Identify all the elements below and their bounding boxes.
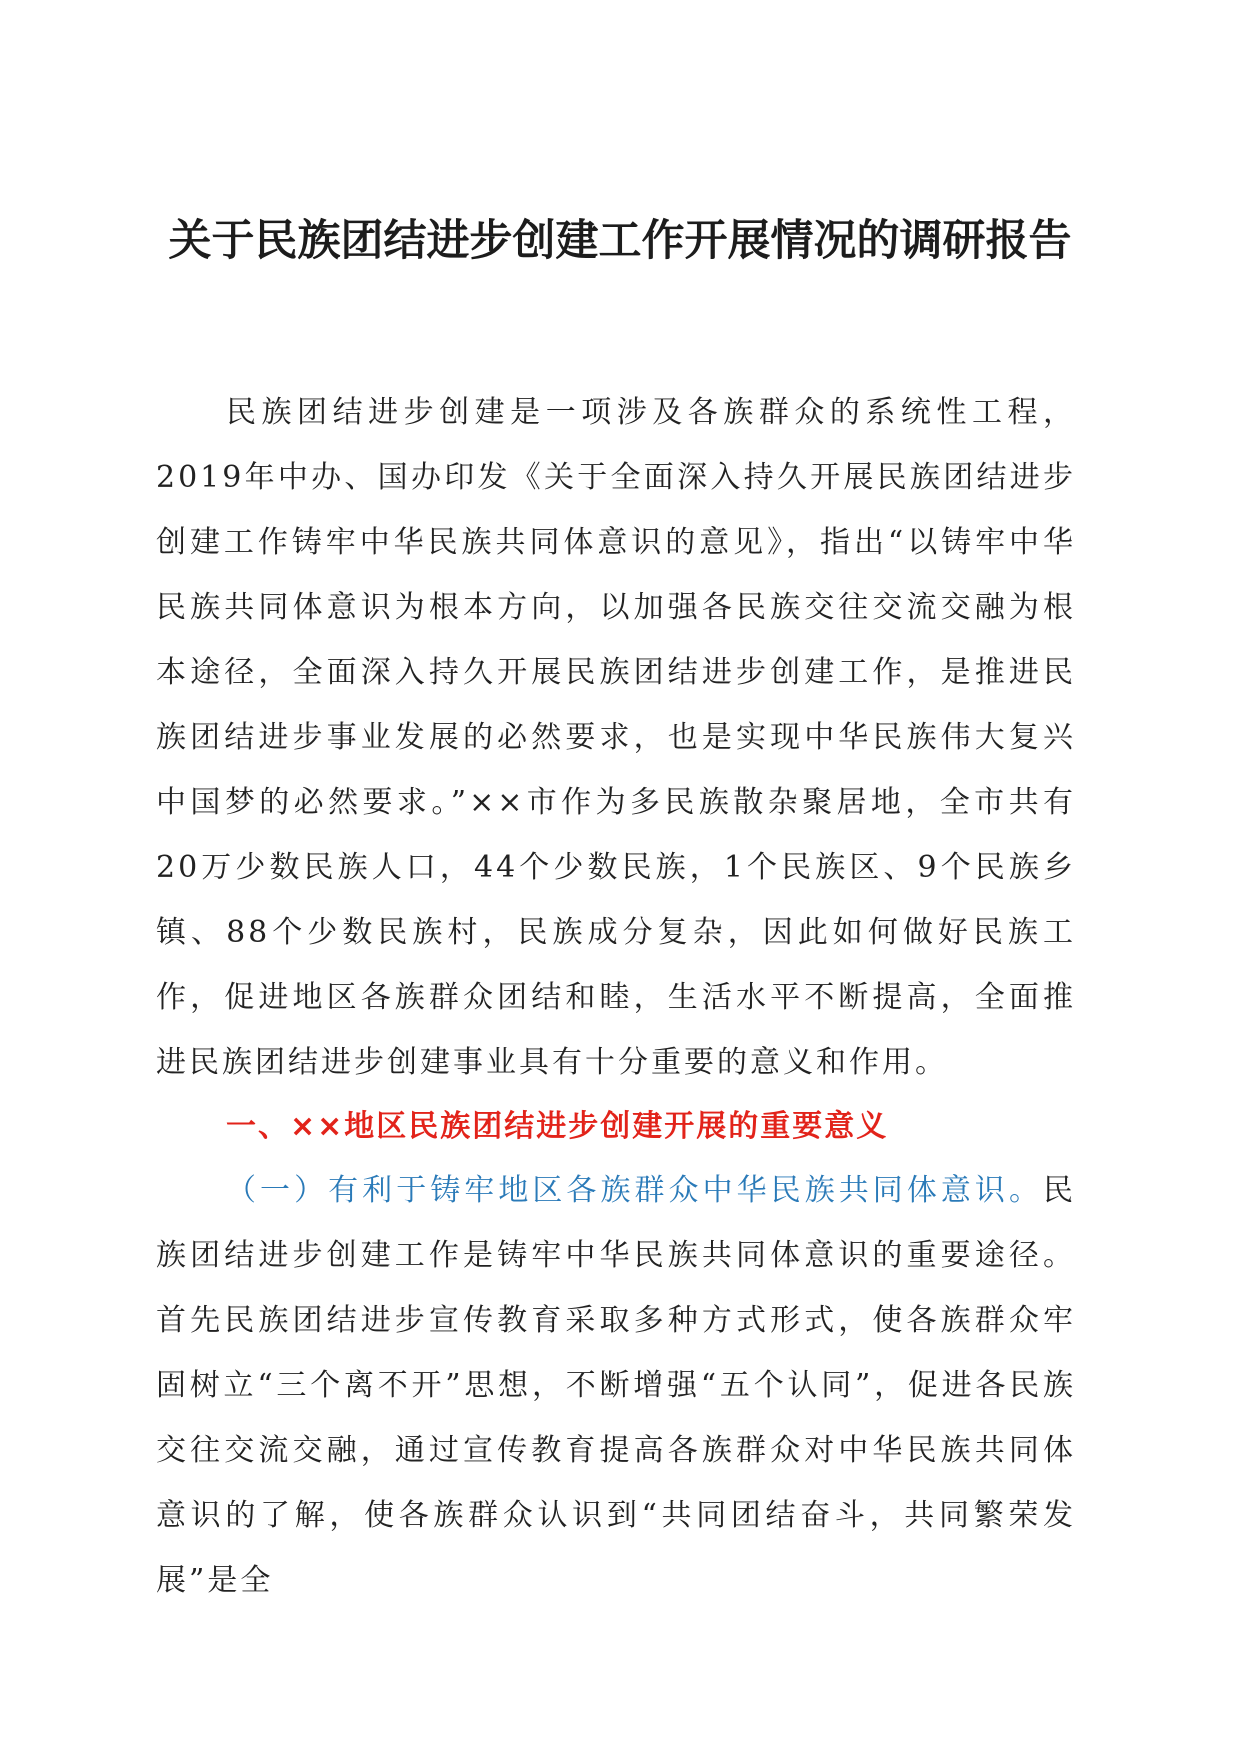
subsection-heading-1: （一）有利于铸牢地区各族群众中华民族共同体意识。 [226, 1173, 1043, 1208]
subsection-text-1: 民族团结进步创建工作是铸牢中华民族共同体意识的重要途径。首先民族团结进步宣传教育采取多种方式形式，使各族群众牢固树立“三个离不开”思想，不断增强“五个认同”，促进各民族交往交流交融，通过宣传教育提高各族群众对中华民族共同体意识的了解，使各族群众认识到“共同团结奋斗，共同繁荣发展”是全 [156, 1173, 1076, 1598]
subsection-paragraph-1 [156, 1158, 1076, 1613]
intro-paragraph: 民族团结进步创建是一项涉及各族群众的系统性工程，2019年中办、国办印发《关于全面深入持久开展民族团结进步创建工作铸牢中华民族共同体意识的意见》，指出“以铸牢中华民族共同体意识为根本方向，以加强各民族交往交流交融为根本途径，全面深入持久开展民族团结进步创建工作，是推进民族团结进步事业发展的必然要求，也是实现中华民族伟大复兴中国梦的必然要求。”××市作为多民族散杂聚居地，全市共有20万少数民族人口，44个少数民族，1个民族区、9个民族乡镇、88个少数民族村，民族成分复杂，因此如何做好民族工作，促进地区各族群众团结和睦，生活水平不断提高，全面推进民族团结进步创建事业具有十分重要的意义和作用。 [156, 395, 1076, 1080]
section-heading-1: 一、××地区民族团结进步创建开展的重要意义 [226, 1109, 889, 1144]
document-title: 关于民族团结进步创建工作开展情况的调研报告 [168, 216, 1072, 266]
